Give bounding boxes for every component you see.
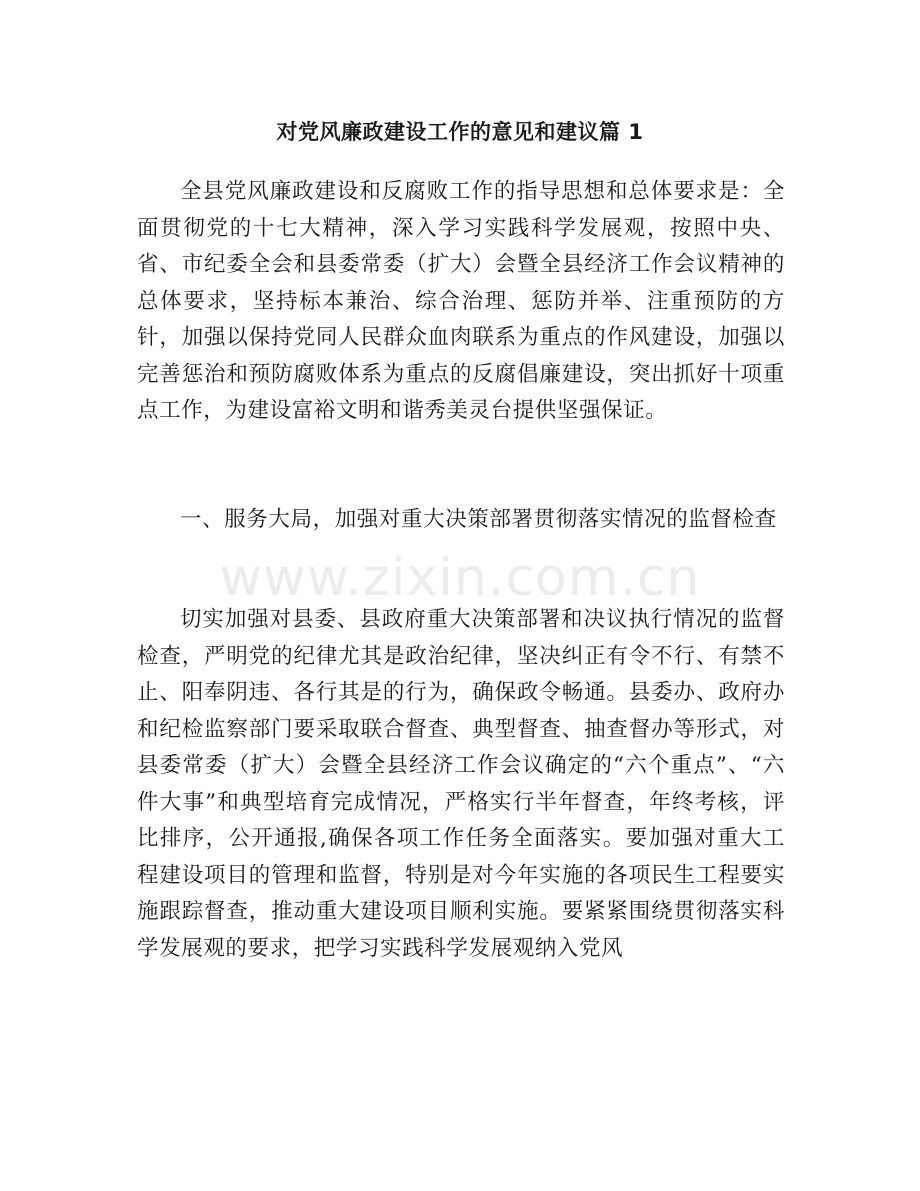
document-title: 对党风廉政建设工作的意见和建议篇 1	[276, 120, 644, 144]
section-heading-1: 一、服务大局，加强对重大决策部署贯彻落实情况的监督检查	[180, 507, 777, 532]
paragraph-guiding-principles: 全县党风廉政建设和反腐败工作的指导思想和总体要求是：全面贯彻党的十七大精神，深入学习实践科学发展观，按照中央、省、市纪委全会和县委常委（扩大）会暨全县经济工作会议精神的总体要求，坚持标本兼治、综合治理、惩防并举、注重预防的方针，加强以保持党同人民群众血肉联系为重点的作风建设，加强以完善惩治和预防腐败体系为重点的反腐倡廉建设，突出抓好十项重点工作，为建设富裕文明和谐秀美灵台提供坚强保证。	[137, 179, 785, 423]
watermark: www.zixin.com.cn	[219, 548, 701, 608]
paragraph-supervision: 切实加强对县委、县政府重大决策部署和决议执行情况的监督检查，严明党的纪律尤其是政治纪律，坚决纠正有令不行、有禁不止、阳奉阴违、各行其是的行为，确保政令畅通。县委办、政府办和纪检监察部门要采取联合督查、典型督查、抽查督办等形式，对县委常委（扩大）会暨全县经济工作会议确定的“六个重点”、“六件大事”和典型培育完成情况，严格实行半年督查，年终考核，评比排序，公开通报,确保各项工作任务全面落实。要加强对重大工程建设项目的管理和监督，特别是对今年实施的各项民生工程要实施跟踪督查，推动重大建设项目顺利实施。要紧紧围绕贯彻落实科学发展观的要求，把学习实践科学发展观纳入党风	[137, 607, 785, 961]
